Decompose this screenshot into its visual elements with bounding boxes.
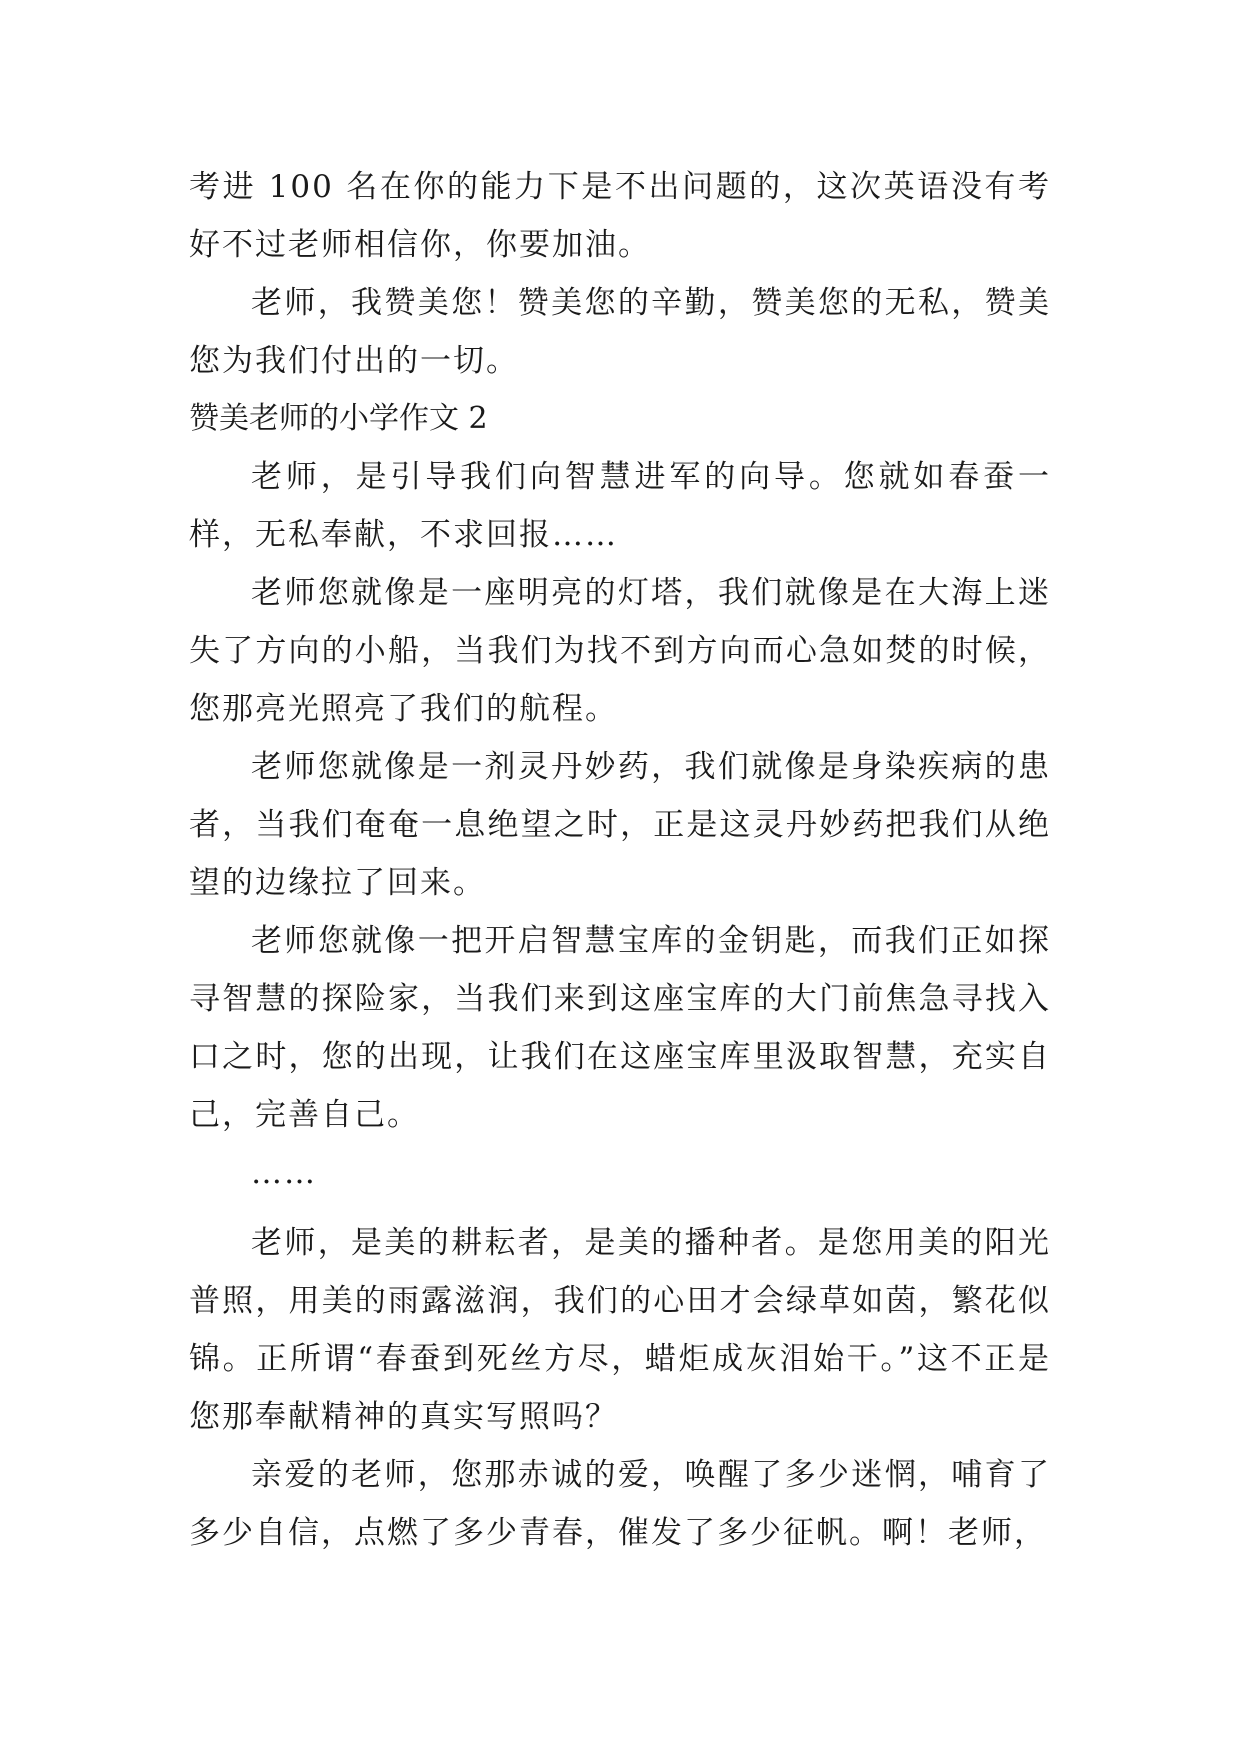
paragraph-praise: 老师，我赞美您！赞美您的辛勤，赞美您的无私，赞美您为我们付出的一切。 bbox=[189, 285, 1051, 379]
paragraph-continuation: 考进 100 名在你的能力下是不出问题的，这次英语没有考好不过老师相信你，你要加油。 bbox=[189, 169, 1051, 263]
paragraph-lighthouse: 老师您就像是一座明亮的灯塔，我们就像是在大海上迷失了方向的小船，当我们为找不到方向而心急如焚的时候，您那亮光照亮了我们的航程。 bbox=[189, 575, 1051, 727]
paragraph-dear-teacher: 亲爱的老师，您那赤诚的爱，唤醒了多少迷惘，哺育了多少自信，点燃了多少青春，催发了多少征帆。啊！老师， bbox=[189, 1457, 1051, 1551]
ellipsis: …… bbox=[251, 1155, 317, 1191]
paragraph-guide: 老师，是引导我们向智慧进军的向导。您就如春蚕一样，无私奉献，不求回报…… bbox=[189, 459, 1051, 553]
paragraph-golden-key: 老师您就像一把开启智慧宝库的金钥匙，而我们正如探寻智慧的探险家，当我们来到这座宝库的大门前焦急寻找入口之时，您的出现，让我们在这座宝库里汲取智慧，充实自己，完善自己。 bbox=[189, 923, 1051, 1133]
paragraph-medicine: 老师您就像是一剂灵丹妙药，我们就像是身染疾病的患者，当我们奄奄一息绝望之时，正是这灵丹妙药把我们从绝望的边缘拉了回来。 bbox=[189, 749, 1051, 901]
document-body bbox=[189, 158, 1051, 1562]
section-heading: 赞美老师的小学作文 2 bbox=[189, 401, 488, 436]
paragraph-cultivator: 老师，是美的耕耘者，是美的播种者。是您用美的阳光普照，用美的雨露滋润，我们的心田才会绿草如茵，繁花似锦。正所谓“春蚕到死丝方尽，蜡炬成灰泪始干。”这不正是您那奉献精神的真实写照吗？ bbox=[189, 1225, 1051, 1435]
